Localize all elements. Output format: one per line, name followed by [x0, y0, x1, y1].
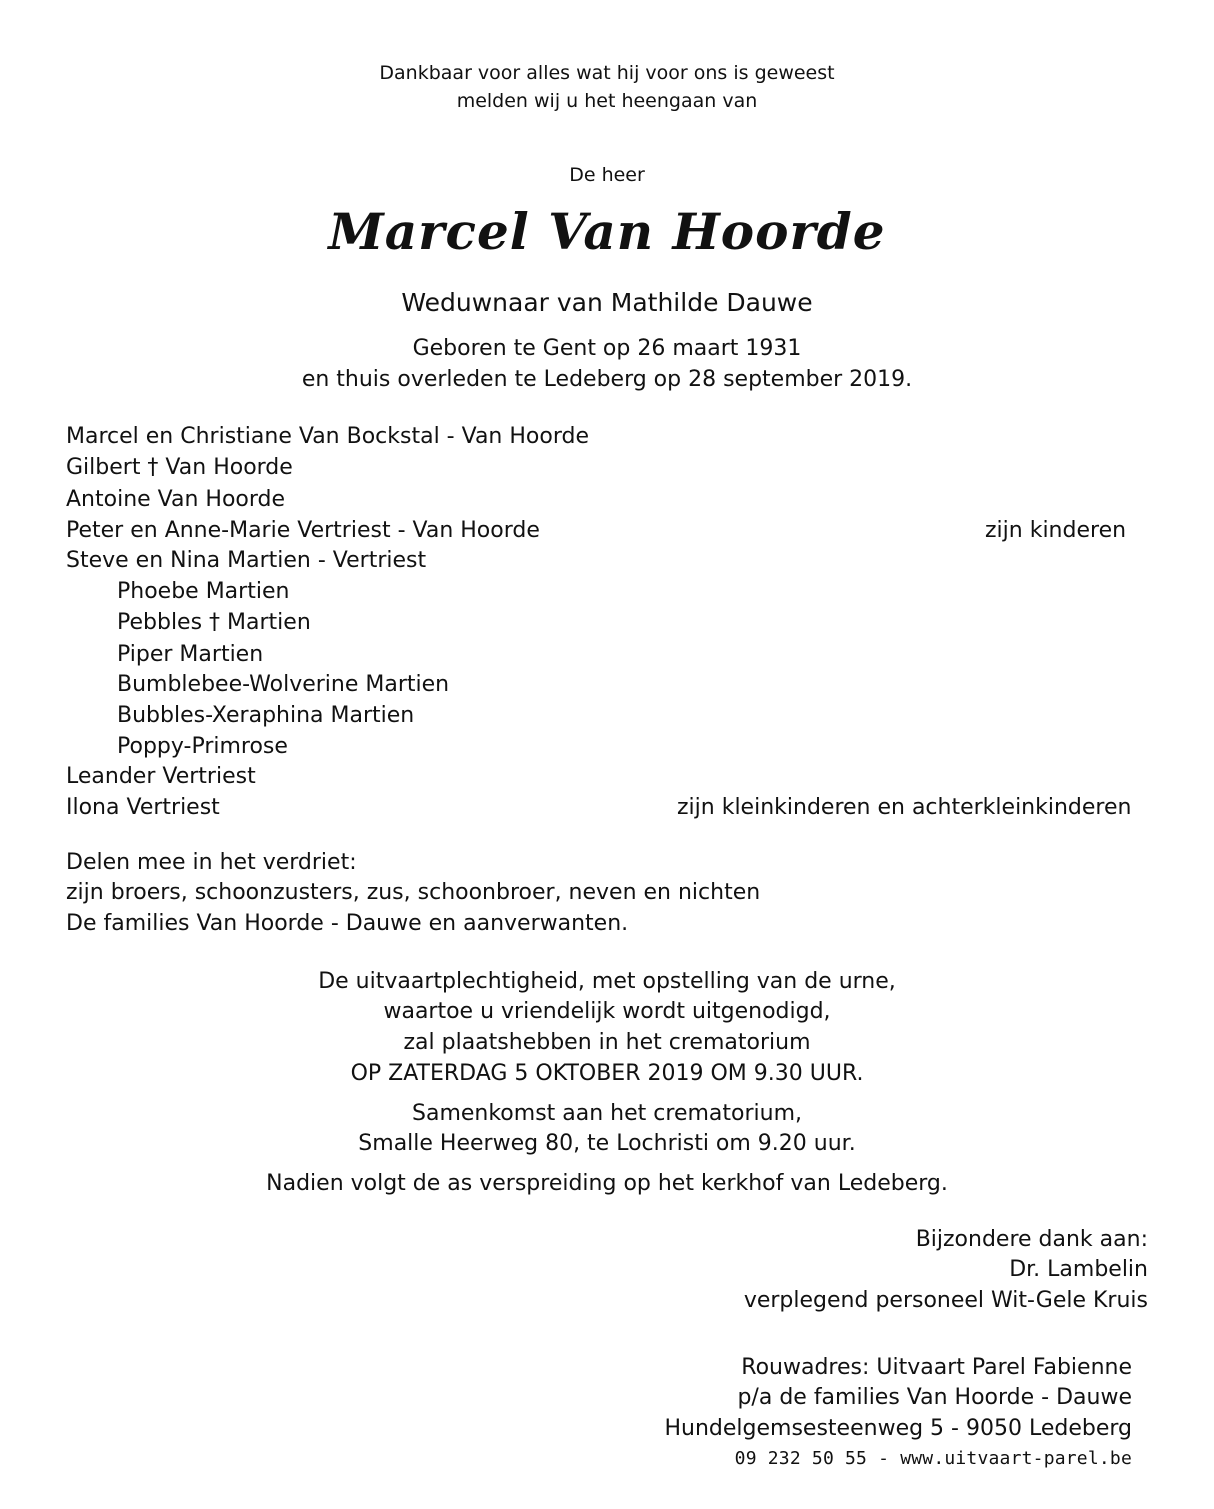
- child-name: Marcel en Christiane Van Bockstal - Van Hoorde: [66, 424, 589, 449]
- children-label: zijn kinderen: [985, 518, 1127, 543]
- address-line: Hundelgemsesteenweg 5 - 9050 Ledeberg: [664, 1416, 1132, 1441]
- intro-line-1: Dankbaar voor alles wat hij voor ons is geweest: [379, 62, 835, 84]
- sharing-heading: Delen mee in het verdriet:: [66, 850, 357, 875]
- thanks-line: Dr. Lambelin: [1009, 1257, 1148, 1282]
- spouse-line: Weduwnaar van Mathilde Dauwe: [401, 288, 813, 317]
- great-grandchild-name: Bumblebee-Wolverine Martien: [117, 672, 450, 697]
- ceremony-date: OP ZATERDAG 5 OKTOBER 2019 OM 9.30 UUR.: [350, 1061, 864, 1086]
- address-line: Rouwadres: Uitvaart Parel Fabienne: [741, 1355, 1132, 1380]
- ceremony-line: De uitvaartplechtigheid, met opstelling van de urne,: [318, 969, 896, 994]
- intro-line-2: melden wij u het heengaan van: [456, 90, 758, 112]
- grandchild-name: Ilona Vertriest: [66, 795, 220, 820]
- grandchildren-label: zijn kleinkinderen en achterkleinkinderen: [677, 795, 1132, 820]
- grandchild-name: Leander Vertriest: [66, 764, 256, 789]
- child-name: Peter en Anne-Marie Vertriest - Van Hoorde: [66, 518, 540, 543]
- child-name: Antoine Van Hoorde: [66, 487, 286, 512]
- gathering-line: Samenkomst aan het crematorium,: [412, 1101, 802, 1126]
- death-line: en thuis overleden te Ledeberg op 28 september 2019.: [301, 367, 913, 392]
- sharing-line: zijn broers, schoonzusters, zus, schoonbroer, neven en nichten: [66, 880, 761, 905]
- honorific: De heer: [569, 164, 645, 186]
- great-grandchild-name: Phoebe Martien: [117, 579, 290, 604]
- gathering-line: Smalle Heerweg 80, te Lochristi om 9.20 uur.: [358, 1131, 856, 1156]
- ceremony-line: waartoe u vriendelijk wordt uitgenodigd,: [383, 999, 831, 1024]
- great-grandchild-name: Pebbles † Martien: [117, 610, 311, 635]
- address-line: p/a de families Van Hoorde - Dauwe: [737, 1385, 1132, 1410]
- thanks-line: verplegend personeel Wit-Gele Kruis: [743, 1288, 1148, 1313]
- great-grandchild-name: Poppy-Primrose: [117, 734, 288, 759]
- ashes-line: Nadien volgt de as verspreiding op het kerkhof van Ledeberg.: [266, 1171, 948, 1196]
- great-grandchild-name: Bubbles-Xeraphina Martien: [117, 703, 415, 728]
- child-name: Gilbert † Van Hoorde: [66, 455, 293, 480]
- contact-line: 09 232 50 55 - www.uitvaart-parel.be: [734, 1448, 1132, 1469]
- deceased-name: Marcel Van Hoorde: [328, 202, 886, 261]
- thanks-heading: Bijzondere dank aan:: [915, 1227, 1148, 1252]
- grandchild-name: Steve en Nina Martien - Vertriest: [66, 548, 427, 573]
- great-grandchild-name: Piper Martien: [117, 642, 264, 667]
- ceremony-line: zal plaatshebben in het crematorium: [403, 1030, 811, 1055]
- sharing-line: De families Van Hoorde - Dauwe en aanverwanten.: [66, 911, 629, 936]
- birth-line: Geboren te Gent op 26 maart 1931: [412, 336, 802, 361]
